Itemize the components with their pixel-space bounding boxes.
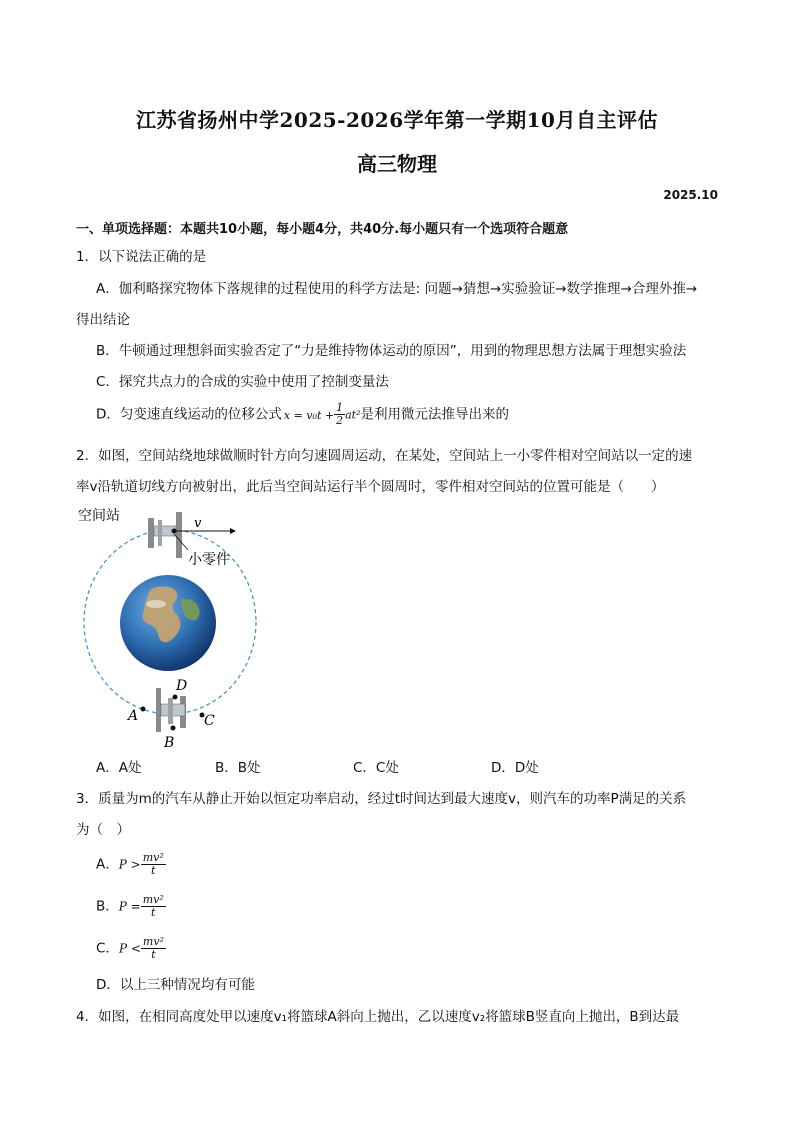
q3-option-c [96,936,166,961]
page-subtitle: 高三物理 [357,152,437,176]
q1-formula-fraction: $\frac{1}{2}$ [336,401,344,427]
label-station: 空间站 [78,508,120,524]
velocity-arrowhead [230,528,236,534]
q1-option-c: C．探究共点力的合成的实验中使用了控制变量法 [96,374,389,390]
earth-clouds [146,600,166,608]
point-d [173,695,178,700]
point-b [171,726,176,731]
q1-stem: 1．以下说法正确的是 [76,249,207,265]
q3-option-b-label: B． [96,898,119,915]
q3-option-a-fraction: $\frac{\text{mv²}}{t}$ [142,851,164,877]
q3-stem-line2: 为（ ） [76,822,130,838]
space-station-top [148,512,182,558]
label-a: A [128,708,139,724]
label-v: v [194,516,202,531]
orbit-figure [70,500,270,760]
q3-option-d: D．以上三种情况均有可能 [96,977,255,993]
q3-option-c-fraction: $\frac{\text{mv²}}{t}$ [142,935,164,961]
q1-formula-rhs: at² [345,408,361,422]
point-a [141,707,146,712]
q2-option-c: C．C处 [353,760,399,776]
q3-option-b-lhs: P = [118,899,141,914]
page-title: 江苏省扬州中学2025-2026学年第一学期10月自主评估 [136,108,658,132]
q3-option-a-lhs: P > [118,857,141,872]
q2-option-d: D．D处 [491,760,539,776]
q3-option-c-lhs: P < [118,941,141,956]
q1-option-d [96,402,509,427]
q2-stem-line2: 率v沿轨道切线方向被射出，此后当空间站运行半个圆周时，零件相对空间站的位置可能是（ ） [76,479,665,495]
q1-option-a-cont: 得出结论 [76,312,130,328]
label-part: 小零件 [188,552,230,568]
q2-stem-line1: 2．如图，空间站绕地球做顺时针方向匀速圆周运动，在某处，空间站上一小零件相对空间站以一定的速 [76,448,693,464]
q3-option-a [96,852,166,877]
q2-option-a: A．A处 [96,760,142,776]
space-station-bottom [156,688,186,732]
q1-option-d-prefix: D．匀变速直线运动的位移公式 [96,406,282,423]
section-heading: 一、单项选择题：本题共10小题，每小题4分，共40分.每小题只有一个选项符合题意 [76,222,569,237]
q3-option-b [96,894,166,919]
q1-option-a: A．伽利略探究物体下落规律的过程使用的科学方法是: 问题→猜想→实验验证→数学推理→合理外推→ [96,281,698,297]
q4-stem-line1: 4．如图，在相同高度处甲以速度v₁将篮球A斜向上抛出，乙以速度v₂将篮球B竖直向上抛出，B到达最 [76,1009,680,1025]
q2-option-b: B．B处 [215,760,261,776]
q1-option-d-suffix: 是利用微元法推导出来的 [360,406,509,423]
q3-option-a-label: A． [96,856,119,873]
q3-stem-line1: 3．质量为m的汽车从静止开始以恒定功率启动，经过t时间达到最大速度v，则汽车的功率P满足的关系 [76,791,687,807]
q1-option-b: B．牛顿通过理想斜面实验否定了“力是维持物体运动的原因”，用到的物理思想方法属于理想实验法 [96,343,687,359]
exam-date: 2025.10 [663,188,718,202]
q3-option-b-fraction: $\frac{\text{mv²}}{t}$ [142,893,164,919]
label-d: D [176,678,188,694]
q3-option-c-label: C． [96,940,119,957]
q1-formula-lhs: x = v₀t + [283,408,335,422]
label-b: B [164,735,175,751]
label-c: C [204,713,215,729]
